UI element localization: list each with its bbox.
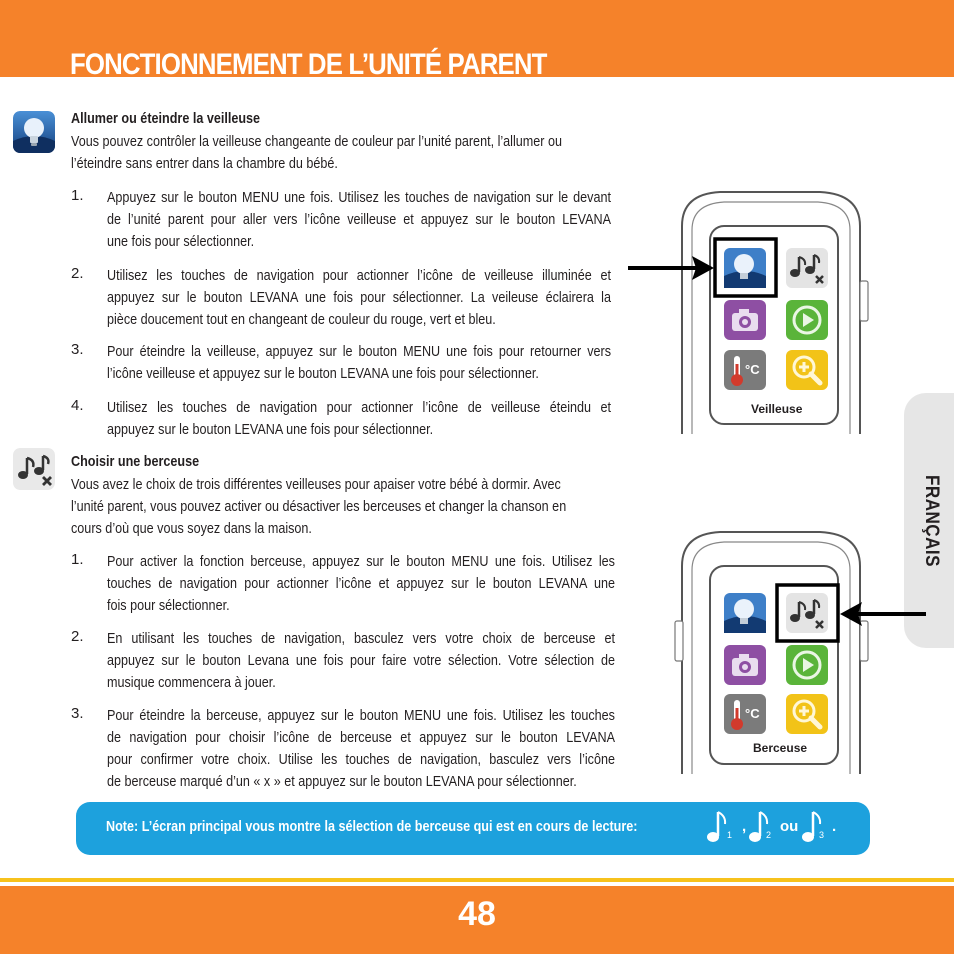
step-line: appuyez sur le bouton Levana une fois pour faire votre sélection. Votre sélection de <box>107 652 615 669</box>
step-text-nightlight-3 <box>107 341 611 385</box>
intro-line: l’unité parent, vous pouvez activer ou désactiver les berceuses et changer la chanson en <box>71 498 567 515</box>
step-line: de l’unité parent pour aller vers l’icône veilleuse et appuyez sur le bouton LEVANA <box>107 211 611 228</box>
language-tab-label: FRANÇAIS <box>921 475 942 567</box>
step-line: pour confirmer votre choix. Utilise les touches de navigation, basculez vers l’icône <box>107 751 615 768</box>
section-heading-lullaby: Choisir une berceuse <box>71 453 200 470</box>
step-text-lullaby-1 <box>107 551 615 617</box>
step-line: En utilisant les touches de navigation, basculez vers votre choix de berceuse et <box>107 630 615 647</box>
step-line: touches de navigation pour actionner l’icône et appuyez sur le bouton LEVANA une <box>107 575 615 592</box>
step-line: pièce doucement tout en changeant de couleur du rouge, vert et bleu. <box>107 311 496 328</box>
step-number: 3. <box>71 341 84 358</box>
section-heading-nightlight: Allumer ou éteindre la veilleuse <box>71 110 261 127</box>
step-line: Utilisez les touches de navigation pour actionner l’icône de veilleuse éteindu et <box>107 399 611 416</box>
section-intro-lullaby <box>71 474 566 540</box>
step-text-lullaby-2 <box>107 628 615 694</box>
phone-caption-nightlight: Veilleuse <box>751 402 803 416</box>
song-number: 2 <box>766 830 772 840</box>
step-text-nightlight-2 <box>107 265 611 331</box>
step-line: Utilisez les touches de navigation pour actionner l’icône de veilleuse illuminée et <box>107 267 611 284</box>
step-line: appuyez sur le bouton LEVANA une fois pour sélectionner. La veileuse éclairera la <box>107 289 611 306</box>
intro-line: Vous avez le choix de trois différentes veilleuses pour apaiser votre bébé à dormir. Avec <box>71 476 561 493</box>
note-end: . <box>832 818 837 835</box>
step-line: l’icône veilleuse et appuyez sur le bouton LEVANA une fois pour sélectionner. <box>107 365 539 382</box>
intro-line: cours d’où que vous soyez dans la maison. <box>71 520 312 537</box>
step-line: fois pour sélectionner. <box>107 597 230 614</box>
intro-line: Vous pouvez contrôler la veilleuse changeante de couleur par l’unité parent, l’allumer ou <box>71 133 563 150</box>
step-number: 4. <box>71 397 84 414</box>
section-intro-nightlight <box>71 131 562 175</box>
step-number: 2. <box>71 628 84 645</box>
step-line: de berceuse marqué d’un « x » et appuyez sur le bouton LEVANA pour sélectionner. <box>107 773 577 790</box>
step-line: de navigation pour choisir l’icône de berceuse et appuyez sur le bouton LEVANA <box>107 729 615 746</box>
footer-rule <box>0 878 954 882</box>
step-number: 2. <box>71 265 84 282</box>
intro-line: l’éteindre sans entrer dans la chambre du bébé. <box>71 155 338 172</box>
note-separator: ou <box>780 818 799 835</box>
page-number: 48 <box>458 895 496 933</box>
step-number: 1. <box>71 551 84 568</box>
step-line: Pour éteindre la veilleuse, appuyez sur le bouton MENU une fois pour retourner vers <box>107 343 611 360</box>
step-line: appuyez sur le bouton LEVANA une fois pour sélectionner. <box>107 421 434 438</box>
step-number: 3. <box>71 705 84 722</box>
note-separator: , <box>742 818 747 835</box>
step-line: Pour activer la fonction berceuse, appuyez sur le bouton MENU une fois. Utilisez les <box>107 553 615 570</box>
note-text: Note: L’écran principal vous montre la sélection de berceuse qui est en cours de lecture: <box>106 818 638 835</box>
lullaby-music-notes-icon <box>13 448 55 490</box>
step-line: une fois pour sélectionner. <box>107 233 255 250</box>
phone-caption-lullaby: Berceuse <box>753 741 808 755</box>
page-title: FONCTIONNEMENT DE L’UNITÉ PARENT <box>70 48 547 81</box>
song-number: 3 <box>819 830 825 840</box>
svg-text:°C: °C <box>745 362 760 377</box>
step-line: Pour éteindre la berceuse, appuyez sur le bouton MENU une fois. Utilisez les touches <box>107 707 615 724</box>
step-number: 1. <box>71 187 84 204</box>
step-text-nightlight-4 <box>107 397 611 441</box>
step-text-lullaby-3 <box>107 705 615 793</box>
song-number: 1 <box>727 830 733 840</box>
step-line: musique commencera à jouer. <box>107 674 276 691</box>
svg-text:°C: °C <box>745 706 760 721</box>
step-text-nightlight-1 <box>107 187 611 253</box>
nightlight-bulb-icon <box>13 111 55 153</box>
step-line: Appuyez sur le bouton MENU une fois. Utilisez les touches de navigation sur le devant <box>107 189 611 206</box>
